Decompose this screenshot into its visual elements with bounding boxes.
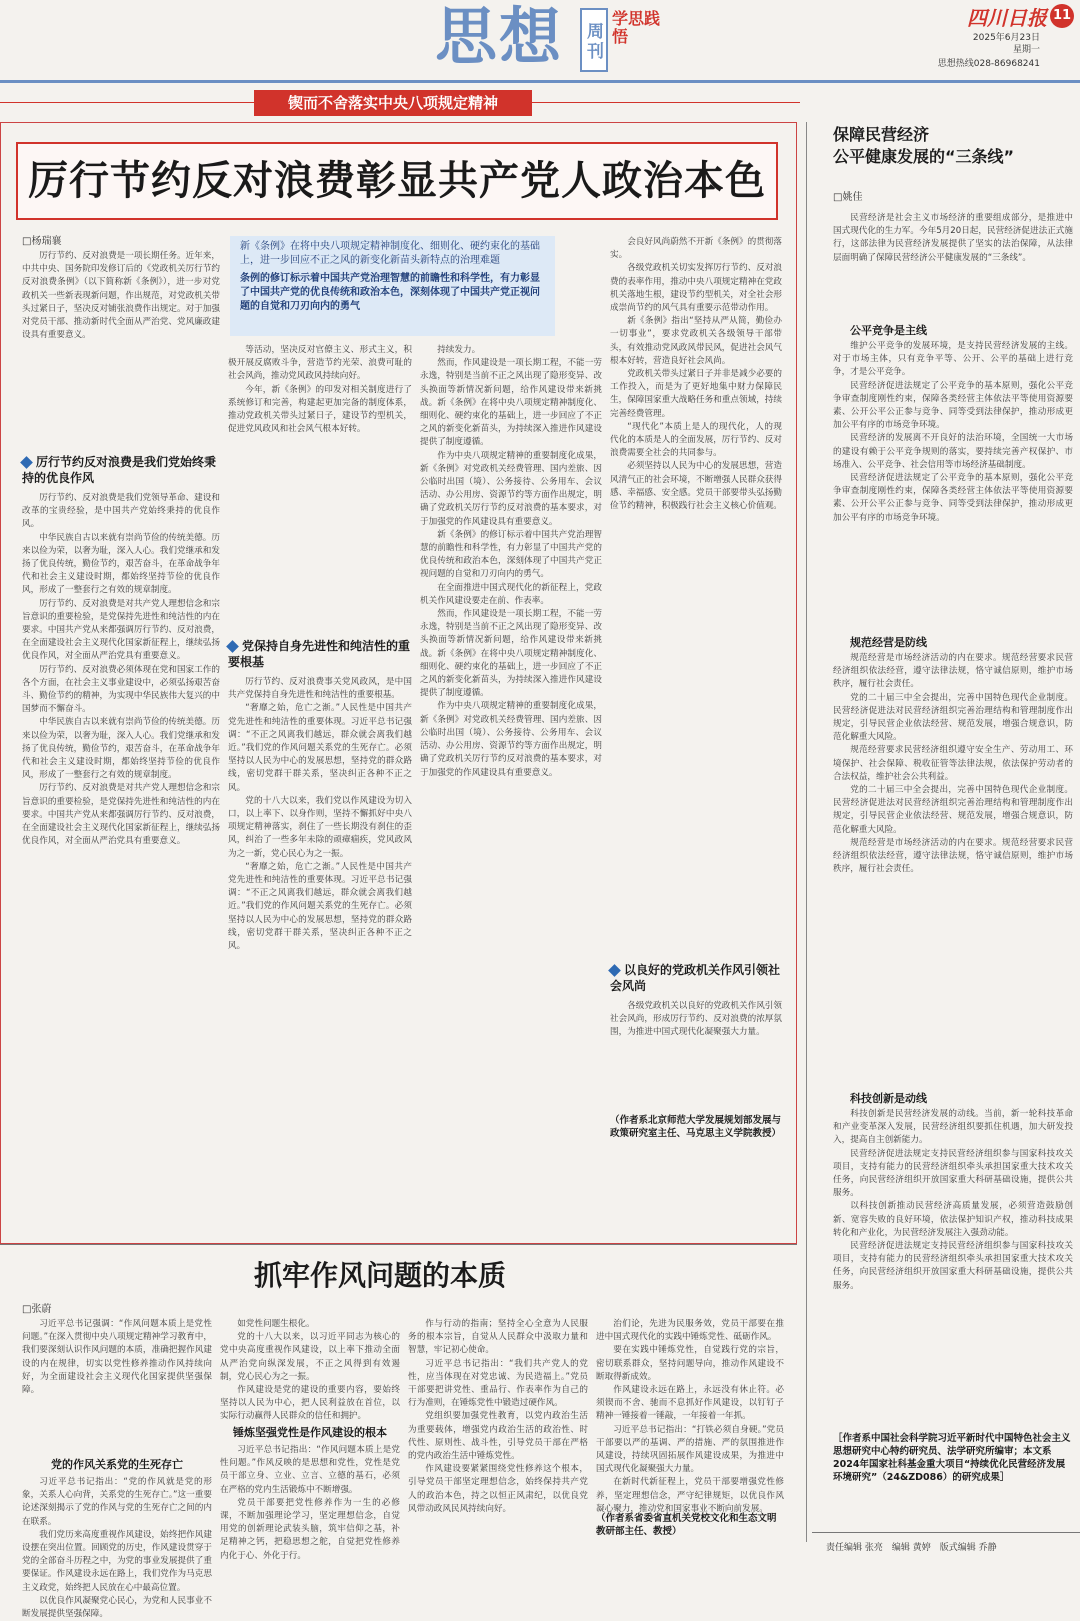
paragraph: 厉行节约、反对浪费是对共产党人理想信念和宗旨意识的重要检验，是党保持先进性和纯洁性的内在要求。中国共产党从来都强调厉行节约、反对浪费，在全面建设社会主义现代化国家新征程上，继续弘扬优良作风，对全面从严治党具有重要意义。 xyxy=(22,598,220,662)
article2-col1-top xyxy=(22,1318,212,1450)
article2-col3 xyxy=(408,1318,588,1542)
article1-author-note: （作者系北京师范大学发展规划部发展与政策研究室主任、马克思主义学院教授） xyxy=(610,1115,782,1139)
paragraph: 习近平总书记强调：“作风问题本质上是党性问题。”在深入贯彻中央八项规定精神学习教育中，我们要深刻认识作风问题的本质，准确把握作风建设的内在规律，切实以党性修养推动作风持续向好，为全面建设社会主义现代化国家提供坚强保障。 xyxy=(22,1319,212,1396)
section-title: 思想 xyxy=(435,0,564,73)
paragraph: 持续发力。 xyxy=(437,345,481,355)
page-number: 11 xyxy=(1050,4,1074,28)
paragraph: 习近平总书记指出：“打铁必须自身硬。”党员干部要以严的基调、严的措施、严的氛围推进作风建设，持续巩固拓展作风建设成果，为推进中国式现代化凝聚强大力量。 xyxy=(596,1424,784,1475)
paragraph: 厉行节约、反对浪费是一项长期任务。近年来，中共中央、国务院印发修订后的《党政机关厉行节约反对浪费条例》（以下简称新《条例》），进一步对党政机关一些新表现新问题，作出规范，对党政机关带头过紧日子，坚决反对铺张浪费作出规定。对于加强对党员干部、推动新时代全面从严治党、党风廉政建设具有重要意义。 xyxy=(22,251,220,341)
article1-col2-top xyxy=(228,344,412,634)
paragraph: 厉行节约、反对浪费必须体现在党和国家工作的各个方面，在社会主义事业建设中，必须弘扬艰苦奋斗、勤俭节约的精神，为实现中华民族伟大复兴的中国梦而不懈奋斗。 xyxy=(22,664,220,715)
article1-section1-head: 厉行节约反对浪费是我们党始终秉持的优良作风 xyxy=(22,454,220,486)
paragraph: 作为中央八项规定精神的重要制度化成果，新《条例》对党政机关经费管理、国内差旅、因公临时出国（境）、公务接待、公务用车、会议活动、办公用房、资源节约等方面作出规定，明确了党政机关厉行节约反对浪费的基本要求，对于加强党的作风建设具有重要意义。 xyxy=(420,701,602,778)
paragraph: 等活动，坚决反对官僚主义、形式主义，积极开展反腐败斗争，营造节约光荣、浪费可耻的社会风尚，推动党风政风持续向好。 xyxy=(228,345,412,382)
paragraph: 中华民族自古以来就有崇尚节俭的传统美德。历来以俭为荣，以奢为耻，深入人心。我们党继承和发扬了优良传统，勤俭节约，艰苦奋斗，在革命战争年代和社会主义建设时期，都始终坚持节俭的优良作风，形成了一整套行之有效的规章制度。 xyxy=(22,717,220,781)
article3-section2-head: 规范经营是防线 xyxy=(850,636,927,649)
column-name: 学思践悟 xyxy=(612,9,661,46)
paragraph: “奢靡之始，危亡之渐。”人民性是中国共产党先进性和纯洁性的重要体现。习近平总书记强调：“不正之风离我们越远，群众就会离我们越近。”我们党的作风问题关系党的生死存亡。必须坚持以人民为中心的发展思想，坚持党的群众路线，密切党群干群关系，坚决纠正各种不正之风。 xyxy=(228,861,412,952)
paragraph: 然而，作风建设是一项长期工程，不能一劳永逸，特别是当前不正之风出现了隐形变异、改头换面等新情况新问题，给作风建设带来新挑战。新《条例》在将中央八项规定精神制度化、细则化、硬约束化的基础上，进一步回应了不正之风的新变化新苗头，为持续深入推进作风建设提供了制度遵循。 xyxy=(420,609,602,699)
header-rule xyxy=(0,80,1080,83)
article2-headline: 抓牢作风问题的本质 xyxy=(254,1259,507,1292)
article2-byline: □张蔚 xyxy=(22,1304,52,1315)
paragraph: 民营经济是社会主义市场经济的重要组成部分，是推进中国式现代化的生力军。今年5月20日起，民营经济促进法正式施行，这部法律为民营经济发展提供了坚实的法治保障，从法律层面明确了保障民营经济公平健康发展的“三条线”。 xyxy=(833,213,1073,263)
paragraph: 治们论，先进为民服务效，党员干部要在推进中国式现代化的实践中锤炼党性、砥砺作风。 xyxy=(596,1319,784,1343)
article3-byline: □姚佳 xyxy=(833,192,863,203)
column-divider xyxy=(806,122,807,1542)
paper-logo: 四川日报 xyxy=(967,6,1047,30)
article3-headline-line2: 公平健康发展的“三条线” xyxy=(833,147,1015,166)
article3-headline-line1: 保障民营经济 xyxy=(833,125,930,144)
paragraph: 必须坚持以人民为中心的发展思想，营造风清气正的社会环境，不断增强人民群众获得感、幸福感、安全感。党员干部要带头弘扬勤俭节约精神，积极践行社会主义核心价值观。 xyxy=(610,461,782,512)
article3-author-note: ［作者系中国社会科学院习近平新时代中国特色社会主义思想研究中心特约研究员、法学研究所编审；本文系2024年国家社科基金重大项目“持续优化民营经济发展环境研究”（24&ZD086）的研究成果］ xyxy=(833,1433,1071,1483)
paragraph: 党的二十届三中全会提出，完善中国特色现代企业制度。民营经济促进法对民营经济组织完善治理结构和管理制度作出规定，引导民营企业依法经营、规范发展，增强合规意识，防范化解重大风险。 xyxy=(833,785,1073,835)
paragraph: 民营经济的发展离不开良好的法治环境，全国统一大市场的建设有赖于公平竞争规则的落实，要持续完善产权保护、市场准入、公平竞争、社会信用等市场经济基础制度。 xyxy=(833,433,1073,470)
paragraph: 以科技创新推动民营经济高质量发展，必须营造鼓励创新、宽容失败的良好环境，依法保护知识产权，推动科技成果转化和产业化，为民营经济发展注入强劲动能。 xyxy=(833,1201,1073,1238)
paragraph: 在新时代新征程上，党员干部要增强党性修养，坚定理想信念，严守纪律规矩，以优良作风凝心聚力，推动党和国家事业不断向前发展。 xyxy=(596,1477,784,1514)
article3-intro xyxy=(833,212,1073,318)
article1-pull-quote xyxy=(230,236,555,336)
paragraph: “现代化”本质上是人的现代化，人的现代化的本质是人的全面发展，厉行节约、反对浪费需要全社会的共同参与。 xyxy=(610,421,782,459)
article2-author-note: （作者系省委省直机关党校文化和生态文明教研部主任、教授） xyxy=(596,1513,777,1537)
paragraph: 作风建设是党的建设的重要内容，要始终坚持以人民为中心，把人民利益放在首位，以实际行动赢得人民群众的信任和拥护。 xyxy=(220,1385,400,1422)
article1-col3 xyxy=(420,344,602,1232)
paragraph: 习近平总书记指出：“作风问题本质上是党性问题。”作风反映的是思想和党性，党性是党员干部立身、立业、立言、立德的基石，必须在严格的党内生活锻炼中不断增强。 xyxy=(220,1445,400,1495)
pull-quote-2: 条例的修订标示着中国共产党治理智慧的前瞻性和科学性，有力彰显了中国共产党的优良传统和政治本色，深刻体现了中国共产党正视问题的自觉和刀刃向内的勇气 xyxy=(240,273,540,312)
paragraph: 民营经济促进法规定了公平竞争的基本原则，强化公平竞争审查制度刚性约束，保障各类经营主体依法平等使用资源要素、公开公平公正参与竞争、同等受到法律保护，推动形成更加公平有序的市场竞争环境。 xyxy=(833,380,1073,431)
article2-section2-head: 锤炼坚强党性是作风建设的根本 xyxy=(233,1426,387,1439)
article3-sec2-body xyxy=(833,652,1073,1084)
editor-credits: 责任编辑 张亮 编辑 黄婷 版式编辑 乔静 xyxy=(826,1543,997,1553)
paragraph: 如党性问题生根化。 xyxy=(237,1319,315,1329)
paragraph: 民营经济促进法规定支持民营经济组织参与国家科技攻关项目，支持有能力的民营经济组织牵头承担国家重大技术攻关任务，向民营经济组织开放国家重大科研基础设施，提供公共服务。 xyxy=(833,1241,1073,1291)
pull-quote-1: 新《条例》在将中央八项规定精神制度化、细则化、硬约束化的基础上，进一步回应不正之风的新变化新苗头新特点的治理难题 xyxy=(240,241,540,266)
issue-weekday: 星期一 xyxy=(1012,45,1040,55)
article2-section1-head: 党的作风关系党的生死存亡 xyxy=(51,1458,183,1471)
paragraph: 各级党政机关以良好的党政机关作风引领社会风尚，形成厉行节约、反对浪费的浓厚氛围，为推进中国式现代化凝聚强大力量。 xyxy=(610,1001,782,1038)
paragraph: 民营经济促进法规定了公平竞争的基本原则，强化公平竞争审查制度刚性约束，保障各类经营主体依法平等使用资源要素、公开公平公正参与竞争、同等受到法律保护，推动形成更加公平有序的市场竞争环境。 xyxy=(833,473,1073,523)
divider xyxy=(0,1244,797,1245)
issue-date: 2025年6月23日 xyxy=(972,33,1040,43)
paragraph: 习近平总书记指出：“我们共产党人的党性，应当体现在对党忠诚、为民造福上。”党员干部要把讲党性、重品行、作表率作为自己的行为准则，在锤炼党性中锻造过硬作风。 xyxy=(408,1358,588,1409)
article1-col4-bottom xyxy=(610,1000,782,1060)
article2-col4 xyxy=(596,1318,784,1514)
article3-sec3-body xyxy=(833,1108,1073,1426)
paragraph: 科技创新是民营经济发展的动线。当前，新一轮科技革命和产业变革深入发展，民营经济组织要抓住机遇，加大研发投入，提高自主创新能力。 xyxy=(833,1109,1073,1146)
paragraph: 民营经济促进法规定支持民营经济组织参与国家科技攻关项目，支持有能力的民营经济组织牵头承担国家重大技术攻关任务，向民营经济组织开放国家重大科研基础设施，提供公共服务。 xyxy=(833,1148,1073,1199)
paragraph: 党的十八大以来，我们党以作风建设为切入口，以上率下、以身作则，坚持不懈抓好中央八项规定精神落实，刹住了一些长期没有刹住的歪风，纠治了一些多年未除的顽瘴痼疾，党风政风为之一新，党心民心为之一振。 xyxy=(228,795,412,859)
paragraph: 作风建设要紧紧围绕党性修养这个根本，引导党员干部坚定理想信念，始终保持共产党人的政治本色，持之以恒正风肃纪，以优良党风带动政风民风持续向好。 xyxy=(408,1464,588,1514)
article1-col1 xyxy=(22,492,220,1232)
weekly-badge: 周刊 xyxy=(580,8,608,72)
paragraph: 要在实践中锤炼党性，自觉践行党的宗旨，密切联系群众，坚持问题导向，推动作风建设不断取得新成效。 xyxy=(596,1345,784,1382)
article3-section1-head: 公平竞争是主线 xyxy=(850,324,927,337)
article2-col1 xyxy=(22,1476,212,1620)
article1-col4 xyxy=(610,236,782,958)
paragraph: 作与行动的指南；坚持全心全意为人民服务的根本宗旨，自觉从人民群众中汲取力量和智慧，牢记初心使命。 xyxy=(408,1319,588,1356)
paragraph: 习近平总书记指出：“党的作风就是党的形象，关系人心向背，关系党的生死存亡。”这一重要论述深刻揭示了党的作风与党的生死存亡之间的内在联系。 xyxy=(22,1477,212,1527)
hotline: 思想热线028-86968241 xyxy=(937,59,1040,69)
paragraph: 在全面推进中国式现代化的新征程上，党政机关作风建设要走在前、作表率。 xyxy=(420,582,602,606)
article1-section3-head: 以良好的党政机关作风引领社会风尚 xyxy=(610,963,781,993)
paragraph: 厉行节约、反对浪费是对共产党人理想信念和宗旨意识的重要检验，是党保持先进性和纯洁性的内在要求。中国共产党从来都强调厉行节约、反对浪费，在全面建设社会主义现代化国家新征程上，继续弘扬优良作风，对全面从严治党具有重要意义。 xyxy=(22,783,220,847)
paragraph: 各级党政机关切实发挥厉行节约、反对浪费的表率作用，推动中央八项规定精神在党政机关落地生根，建设节约型机关，对全社会形成崇尚节约的风气具有重要示范带动作用。 xyxy=(610,263,782,314)
article1-headline-box xyxy=(16,142,778,220)
article3-section3-head: 科技创新是动线 xyxy=(850,1092,927,1105)
footer-rule xyxy=(812,1532,1080,1533)
paragraph: 作风建设永远在路上，永远没有休止符。必须锲而不舍、驰而不息抓好作风建设，以钉钉子精神一锤接着一锤敲，一年接着一年抓。 xyxy=(596,1385,784,1422)
paragraph: 党的十八大以来，以习近平同志为核心的党中央高度重视作风建设，以上率下推动全面从严治党向纵深发展，不正之风得到有效遏制，党心民心为之一振。 xyxy=(220,1332,400,1382)
paragraph: 新《条例》指出“坚持从严从简，勤俭办一切事业”，要求党政机关各级领导干部带头，有效推动党风政风带民风，促进社会风气根本好转，营造良好社会风尚。 xyxy=(610,316,782,366)
paragraph: 规范经营要求民营经济组织遵守安全生产、劳动用工、环境保护、社会保障、税收征管等法律法规，依法保护劳动者的合法权益，维护社会公共利益。 xyxy=(833,745,1073,782)
article3-headline xyxy=(833,124,1014,168)
paragraph: 党的二十届三中全会提出，完善中国特色现代企业制度。民营经济促进法对民营经济组织完善治理结构和管理制度作出规定，引导民营企业依法经营、规范发展，增强合规意识，防范化解重大风险。 xyxy=(833,692,1073,743)
paragraph: 厉行节约、反对浪费是我们党领导革命、建设和改革的宝贵经验，是中国共产党始终秉持的优良作风。 xyxy=(22,493,220,530)
article1-col2 xyxy=(228,676,412,1232)
paragraph: 规范经营是市场经济活动的内在要求。规范经营要求民营经济组织依法经营，遵守法律法规，恪守诚信原则，维护市场秩序，履行社会责任。 xyxy=(833,653,1073,690)
paragraph: 维护公平竞争的发展环境，是支持民营经济发展的主线。对于市场主体，只有竞争平等、公开、公平的基础上进行竞争，才是公平竞争。 xyxy=(833,341,1073,378)
paragraph: 中华民族自古以来就有崇尚节俭的传统美德。历来以俭为荣，以奢为耻，深入人心。我们党继承和发扬了优良传统，勤俭节约，艰苦奋斗，在革命战争年代和社会主义建设时期，都始终坚持节俭的优良作风，形成了一整套行之有效的规章制度。 xyxy=(22,532,220,596)
paragraph: 以优良作风凝聚党心民心，为党和人民事业不断发展提供坚强保障。 xyxy=(22,1595,212,1620)
paragraph: “奢靡之始，危亡之渐。”人民性是中国共产党先进性和纯洁性的重要体现。习近平总书记强调：“不正之风离我们越远，群众就会离我们越近。”我们党的作风问题关系党的生死存亡。必须坚持以人民为中心的发展思想，坚持党的群众路线，密切党群干群关系，坚决纠正各种不正之风。 xyxy=(228,703,412,793)
paragraph: 新《条例》的修订标示着中国共产党治理智慧的前瞻性和科学性，有力彰显了中国共产党的优良传统和政治本色，深刻体现了中国共产党正视问题的自觉和刀刃向内的勇气。 xyxy=(420,529,602,580)
paragraph: 党政机关带头过紧日子并非是减少必要的工作投入，而是为了更好地集中财力保障民生，保障国家重大战略任务和重点领域，持续完善经费管理。 xyxy=(610,369,782,419)
paragraph: 会良好风尚蔚然不开新《条例》的贯彻落实。 xyxy=(610,237,782,261)
article1-headline: 厉行节约反对浪费彰显共产党人政治本色 xyxy=(28,158,766,204)
article2-col2 xyxy=(220,1444,400,1561)
paragraph: 厉行节约、反对浪费事关党风政风，是中国共产党保持自身先进性和纯洁性的重要根基。 xyxy=(228,677,412,701)
article1-col1-top xyxy=(22,250,220,448)
paragraph: 今年，新《条例》的印发对相关制度进行了系统修订和完善，构建起更加完备的制度体系，推动党政机关带头过紧日子，建设节约型机关，促进党风政风和社会风气根本好转。 xyxy=(228,384,412,435)
paragraph: 然而，作风建设是一项长期工程，不能一劳永逸，特别是当前不正之风出现了隐形变异、改头换面等新情况新问题，给作风建设带来新挑战。新《条例》在将中央八项规定精神制度化、细则化、硬约束化的基础上，进一步回应了不正之风的新变化新苗头，为持续深入推进作风建设提供了制度遵循。 xyxy=(420,358,602,448)
paragraph: 党组织要加强党性教育，以党内政治生活为重要载体，增强党内政治生活的政治性、时代性、原则性、战斗性，引导党员干部在严格的党内政治生活中锤炼党性。 xyxy=(408,1411,588,1462)
paragraph: 党员干部要把党性修养作为一生的必修课，不断加强理论学习，坚定理想信念，自觉用党的创新理论武装头脑，筑牢信仰之基，补足精神之钙，把稳思想之舵，自觉把党性修养内化于心、外化于行。 xyxy=(220,1497,400,1561)
article1-byline: □杨瑞襄 xyxy=(22,236,62,247)
article3-sec1-body xyxy=(833,340,1073,630)
paragraph: 我们党历来高度重视作风建设，始终把作风建设摆在突出位置。回顾党的历史，作风建设贯穿于党的全部奋斗历程之中，为党的事业发展提供了重要保证。作风建设永远在路上，我们党作为马克思主义政党，始终把人民放在心中最高位置。 xyxy=(22,1529,212,1593)
article2-col2-top xyxy=(220,1318,400,1422)
paragraph: 规范经营是市场经济活动的内在要求。规范经营要求民营经济组织依法经营，遵守法律法规，恪守诚信原则，维护市场秩序，履行社会责任。 xyxy=(833,837,1073,875)
article1-section2-head-visible: 党保持自身先进性和纯洁性的重要根基 xyxy=(228,639,411,669)
paragraph: 作为中央八项规定精神的重要制度化成果，新《条例》对党政机关经费管理、国内差旅、因公临时出国（境）、公务接待、公务用车、会议活动、办公用房、资源节约等方面作出规定，明确了党政机关厉行节约反对浪费的基本要求，对于加强党的作风建设具有重要意义。 xyxy=(420,450,602,527)
column-banner: 锲而不舍落实中央八项规定精神 xyxy=(254,90,532,116)
